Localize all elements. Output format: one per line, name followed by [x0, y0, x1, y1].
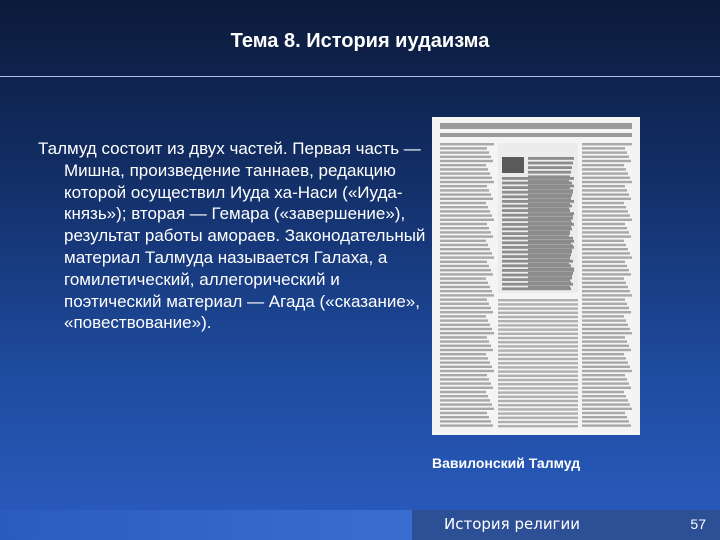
talmud-page-image: [432, 117, 640, 435]
title-divider: [0, 76, 720, 77]
slide-title: Тема 8. История иудаизма: [230, 30, 490, 52]
image-caption: Вавилонский Талмуд: [432, 455, 581, 471]
talmud-page-graphic: [432, 117, 640, 435]
page-number: 57: [690, 516, 706, 532]
body-text: Талмуд состоит из двух частей. Первая часть — Мишна, произведение таннаев, редакцию которой осуществил Иуда ха-Наси («Иуда-князь»); вторая — Гемара («завершение»), результат работы амораев. Законодательный материал Талмуда называется Галаха, а гомилетический, аллегорический и поэтический материал — Агада («сказание», «повествование»).: [38, 139, 426, 333]
footer-text: История религии: [444, 515, 580, 533]
